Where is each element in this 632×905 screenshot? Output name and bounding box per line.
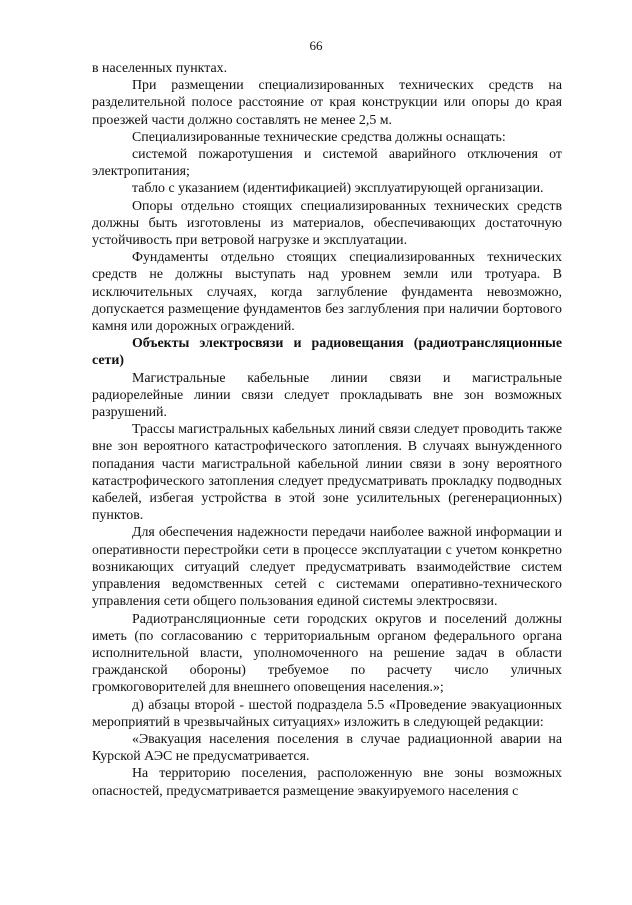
paragraph-foundations: Фундаменты отдельно стоящих специализированных технических средств не должны выступать над уровнем земли или тротуара. В исключительных случаях, когда заглубление фундамента невозможно, допускается размещение фундаментов без заглубления при наличии бортового камня или дорожных ограждений. [92, 250, 562, 335]
paragraph-trunk-lines: Магистральные кабельные линии связи и магистральные радиорелейные линии связи следует прокладывать вне зон возможных разрушений. [92, 370, 562, 421]
paragraph-radio-networks: Радиотрансляционные сети городских округов и поселений должны иметь (по согласованию с территориальным органом федерального органа исполнительной власти, уполномоченного на решение задач в области гражданской обороны) требуемое по расчету число уличных громкоговорителей для внешнего оповещения населения.»; [92, 611, 562, 696]
document-body [92, 60, 562, 800]
paragraph-amendment-d: д) абзацы второй - шестой подраздела 5.5 «Проведение эвакуационных мероприятий в чрезвычайных ситуациях» изложить в следующей редакции: [92, 697, 562, 730]
paragraph-network-reliability: Для обеспечения надежности передачи наиболее важной информации и оперативности перестройки сети в процессе эксплуатации с учетом конкретно возникающих ситуаций следует предусматривать взаимодействие систем управления ведомственных сетей с системами оперативно-технического управления сети общего пользования единой системы электросвязи. [92, 525, 562, 610]
paragraph-evacuee-placement: На территорию поселения, расположенную вне зоны возможных опасностей, предусматривается размещение эвакуируемого населения с [92, 766, 562, 799]
paragraph-equipment-fire-system: системой пожаротушения и системой аварийного отключения от электропитания; [92, 147, 562, 180]
paragraph-supports: Опоры отдельно стоящих специализированных технических средств должны быть изготовлены из материалов, обеспечивающих достаточную устойчивость при ветровой нагрузке и эксплуатации. [92, 198, 562, 249]
paragraph-evacuation: «Эвакуация населения поселения в случае радиационной аварии на Курской АЭС не предусматривается. [92, 731, 562, 765]
paragraph-continuation: в населенных пунктах. [92, 61, 228, 76]
paragraph-equipment-signboard: табло с указанием (идентификацией) эксплуатирующей организации. [132, 181, 544, 197]
page-number: 66 [309, 38, 323, 53]
paragraph-cable-routes: Трассы магистральных кабельных линий связи следует проводить также вне зон вероятного катастрофического затопления. В случаях вынужденного попадания части магистральной кабельной линии связи в зону вероятного катастрофического затопления следует предусматривать прокладку подводных кабелей, избегая устройства в этой зоне усилительных (регенерационных) пунктов. [92, 422, 563, 524]
paragraph-distance-requirement: При размещении специализированных технических средств на разделительной полосе расстояние от края конструкции или опоры до края проезжей части должно составлять не менее 2,5 м. [92, 78, 562, 128]
section-heading-telecom: Объекты электросвязи и радиовещания (радиотрансляционные сети) [92, 336, 562, 369]
paragraph-equipment-intro: Специализированные технические средства должны оснащать: [132, 129, 506, 145]
